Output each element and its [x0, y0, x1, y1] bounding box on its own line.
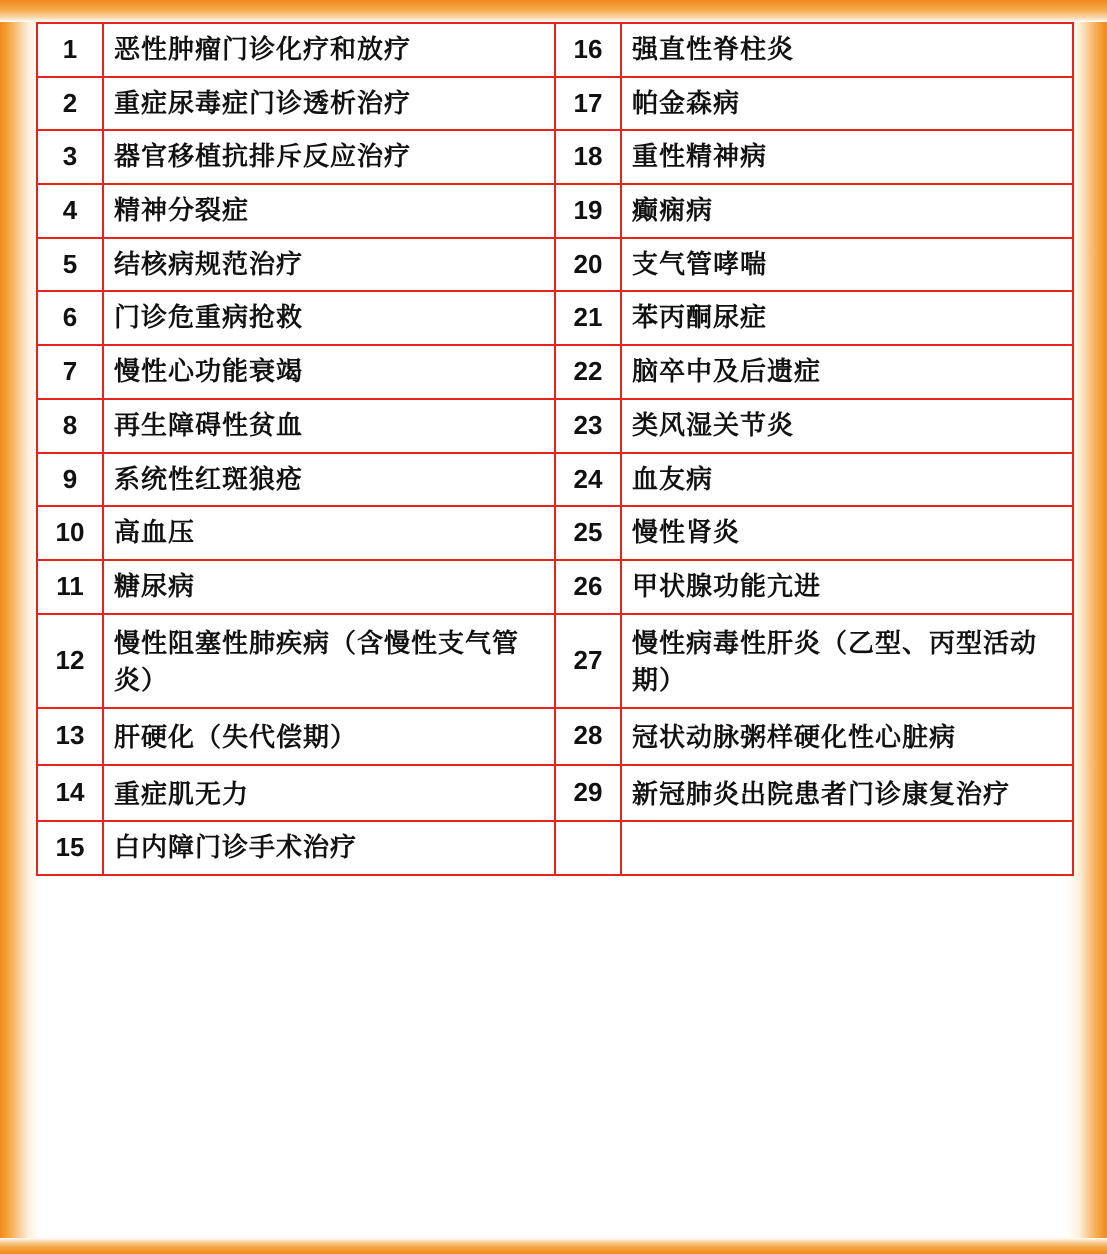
- table-row: [37, 77, 1073, 131]
- row-label-right: 苯丙酮尿症: [621, 291, 1073, 345]
- row-label-left: 重症肌无力: [103, 765, 555, 822]
- row-number-right: 17: [555, 77, 621, 131]
- row-number-left: 8: [37, 399, 103, 453]
- table-row: [37, 614, 1073, 708]
- row-number-left: 6: [37, 291, 103, 345]
- row-label-left: 重症尿毒症门诊透析治疗: [103, 77, 555, 131]
- disease-list-table: [36, 22, 1074, 876]
- row-number-left: 9: [37, 453, 103, 507]
- table-row: [37, 345, 1073, 399]
- table-row: [37, 821, 1073, 875]
- row-label-right: 慢性病毒性肝炎（乙型、丙型活动期）: [621, 614, 1073, 708]
- row-label-left: 结核病规范治疗: [103, 238, 555, 292]
- row-number-right: 20: [555, 238, 621, 292]
- row-number-right: 22: [555, 345, 621, 399]
- row-number-right: 25: [555, 506, 621, 560]
- row-number-left: 2: [37, 77, 103, 131]
- row-number-right: 23: [555, 399, 621, 453]
- row-label-left: 肝硬化（失代偿期）: [103, 708, 555, 765]
- row-label-right: 甲状腺功能亢进: [621, 560, 1073, 614]
- row-label-left: 慢性阻塞性肺疾病（含慢性支气管炎）: [103, 614, 555, 708]
- row-number-right: [555, 821, 621, 875]
- table-body: [37, 23, 1073, 875]
- row-number-right: 28: [555, 708, 621, 765]
- row-label-right: 类风湿关节炎: [621, 399, 1073, 453]
- row-label-right: 脑卒中及后遗症: [621, 345, 1073, 399]
- row-number-left: 14: [37, 765, 103, 822]
- row-label-right: [621, 821, 1073, 875]
- table-row: [37, 23, 1073, 77]
- row-label-right: 血友病: [621, 453, 1073, 507]
- row-number-left: 7: [37, 345, 103, 399]
- row-number-left: 4: [37, 184, 103, 238]
- table-row: [37, 238, 1073, 292]
- row-label-left: 白内障门诊手术治疗: [103, 821, 555, 875]
- row-label-left: 器官移植抗排斥反应治疗: [103, 130, 555, 184]
- row-number-right: 18: [555, 130, 621, 184]
- row-label-right: 冠状动脉粥样硬化性心脏病: [621, 708, 1073, 765]
- row-label-left: 慢性心功能衰竭: [103, 345, 555, 399]
- row-number-left: 5: [37, 238, 103, 292]
- table-row: [37, 765, 1073, 822]
- row-label-right: 强直性脊柱炎: [621, 23, 1073, 77]
- row-label-right: 癫痫病: [621, 184, 1073, 238]
- row-number-left: 11: [37, 560, 103, 614]
- row-number-right: 27: [555, 614, 621, 708]
- row-label-right: 支气管哮喘: [621, 238, 1073, 292]
- row-label-left: 门诊危重病抢救: [103, 291, 555, 345]
- table-row: [37, 130, 1073, 184]
- row-label-left: 高血压: [103, 506, 555, 560]
- row-number-right: 16: [555, 23, 621, 77]
- table-row: [37, 453, 1073, 507]
- row-number-left: 15: [37, 821, 103, 875]
- row-number-left: 12: [37, 614, 103, 708]
- table-container: [36, 22, 1071, 1236]
- row-number-right: 26: [555, 560, 621, 614]
- table-row: [37, 291, 1073, 345]
- row-label-right: 帕金森病: [621, 77, 1073, 131]
- row-label-left: 再生障碍性贫血: [103, 399, 555, 453]
- table-row: [37, 708, 1073, 765]
- row-number-right: 24: [555, 453, 621, 507]
- row-number-right: 29: [555, 765, 621, 822]
- row-number-left: 3: [37, 130, 103, 184]
- table-row: [37, 184, 1073, 238]
- row-number-left: 13: [37, 708, 103, 765]
- table-row: [37, 399, 1073, 453]
- row-number-right: 19: [555, 184, 621, 238]
- row-number-left: 10: [37, 506, 103, 560]
- table-row: [37, 506, 1073, 560]
- row-label-right: 重性精神病: [621, 130, 1073, 184]
- row-label-left: 精神分裂症: [103, 184, 555, 238]
- row-label-left: 糖尿病: [103, 560, 555, 614]
- row-label-right: 新冠肺炎出院患者门诊康复治疗: [621, 765, 1073, 822]
- row-label-left: 恶性肿瘤门诊化疗和放疗: [103, 23, 555, 77]
- row-number-right: 21: [555, 291, 621, 345]
- row-label-left: 系统性红斑狼疮: [103, 453, 555, 507]
- table-row: [37, 560, 1073, 614]
- row-label-right: 慢性肾炎: [621, 506, 1073, 560]
- row-number-left: 1: [37, 23, 103, 77]
